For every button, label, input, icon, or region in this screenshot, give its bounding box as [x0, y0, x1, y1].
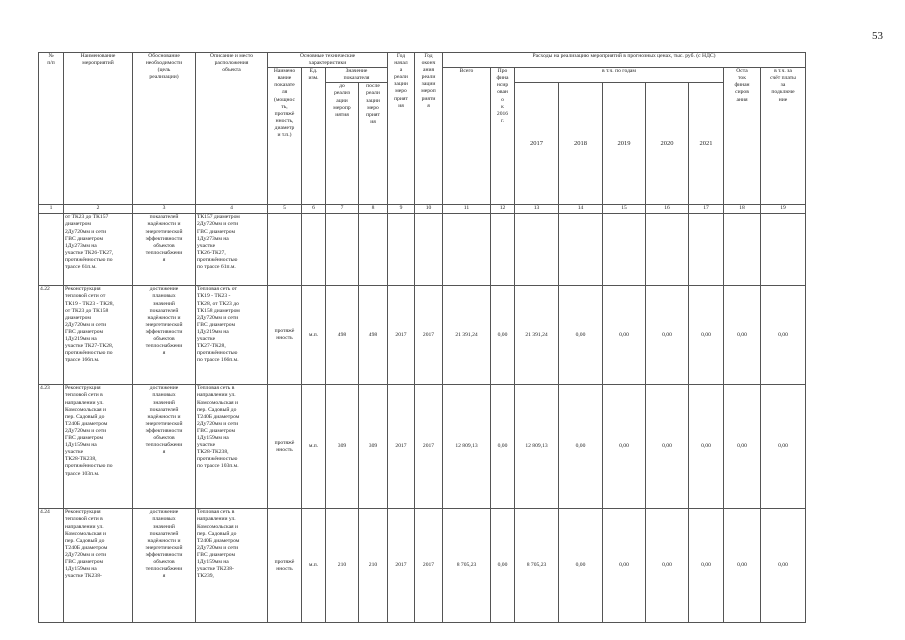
cost-2021: 0,00: [689, 286, 724, 385]
value-after: 498: [359, 286, 388, 385]
cost-2018: [559, 214, 603, 286]
indicator-name: протяжё нность: [268, 385, 302, 509]
cost-including: [761, 214, 806, 286]
header-tech-unit: Ед. изм.: [302, 68, 326, 205]
header-financed: Про фина нсир ован о к 2016 г.: [491, 68, 515, 205]
indicator-name: [268, 214, 302, 286]
cost-financed: [491, 214, 515, 286]
table-row: [39, 286, 806, 385]
year-start: 2017: [388, 509, 415, 623]
measure-reason: показателей надёжности и энергетической эффективности объектов теплоснабжени я: [133, 214, 196, 286]
cost-financed: 0,00: [491, 385, 515, 509]
header-total: Всего: [443, 68, 491, 205]
header-num: № п/п: [39, 53, 64, 205]
cost-2020: 0,00: [646, 286, 689, 385]
column-numbers-row: [39, 205, 806, 214]
value-before: 210: [326, 509, 359, 623]
measure-name: Реконструкция тепловой сети в направлении ул. Комсомольская и пер. Садовый до Т240Б диаметром 2Ду720мм и сети ГВС диаметром 1Ду159мм на участке ТК28-ТК238, протяжённостью по трассе 103п.м.: [64, 385, 133, 509]
column-number: 2: [64, 205, 133, 214]
cost-remaining: 0,00: [724, 509, 761, 623]
header-year-start: Год начал а реали зации меро прият ия: [388, 53, 415, 205]
header-costs-group: Расходы на реализацию мероприятий в прогнозных ценах, тыс. руб. (с НДС): [443, 53, 806, 68]
row-number: 4.22: [39, 286, 64, 385]
header-year-end: Год оконч ания реали зации мероп рияти я: [415, 53, 443, 205]
value-after: 309: [359, 385, 388, 509]
header-desc: Описание и место расположения объекта: [196, 53, 268, 205]
header-year-2019: 2019: [603, 83, 646, 205]
cost-2018: 0,00: [559, 509, 603, 623]
indicator-unit: [302, 214, 326, 286]
column-number: 1: [39, 205, 64, 214]
column-number: 17: [689, 205, 724, 214]
indicator-unit: м.п.: [302, 286, 326, 385]
header-year-2017: 2017: [515, 83, 559, 205]
cost-including: 0,00: [761, 385, 806, 509]
cost-2020: [646, 214, 689, 286]
measure-name: от ТК23 до ТК157 диаметром 2Ду720мм и сети ГВС диаметром 1Ду273мм на участке ТК26-ТК27, протяжённостью по трассе 61п.м.: [64, 214, 133, 286]
object-description: Тепловая сеть в направлении ул. Комсомольская и пер. Садовый до Т240Б диаметром 2Ду720мм и сети ГВС диаметром 1Ду159мм на участке ТК238- ТК239,: [196, 509, 268, 623]
year-start: [388, 214, 415, 286]
cost-2017: 21 391,24: [515, 286, 559, 385]
header-tech-group: Основные технические характеристики: [268, 53, 388, 68]
header-tech-after: после реали зации меро прият ия: [359, 83, 388, 205]
value-before: 309: [326, 385, 359, 509]
cost-2021: [689, 214, 724, 286]
value-after: [359, 214, 388, 286]
cost-2021: 0,00: [689, 385, 724, 509]
row-number: 4.23: [39, 385, 64, 509]
column-number: 10: [415, 205, 443, 214]
header-year-2021: 2021: [689, 83, 724, 205]
year-end: 2017: [415, 286, 443, 385]
column-number: 6: [302, 205, 326, 214]
year-end: 2017: [415, 509, 443, 623]
cost-2020: 0,00: [646, 385, 689, 509]
cost-including: 0,00: [761, 509, 806, 623]
column-number: 13: [515, 205, 559, 214]
column-number: 11: [443, 205, 491, 214]
year-end: 2017: [415, 385, 443, 509]
cost-financed: 0,00: [491, 286, 515, 385]
cost-2017: 12 809,13: [515, 385, 559, 509]
cost-remaining: 0,00: [724, 385, 761, 509]
value-after: 210: [359, 509, 388, 623]
cost-2020: 0,00: [646, 509, 689, 623]
column-number: 18: [724, 205, 761, 214]
cost-2017: [515, 214, 559, 286]
header-name: Наименование мероприятий: [64, 53, 133, 205]
cost-financed: 0,00: [491, 509, 515, 623]
column-number: 16: [646, 205, 689, 214]
cost-including: 0,00: [761, 286, 806, 385]
column-number: 7: [326, 205, 359, 214]
cost-2019: 0,00: [603, 286, 646, 385]
indicator-name: протяжё нность: [268, 509, 302, 623]
header-tech-value: Значение показателя: [326, 68, 388, 83]
header-reason: Обоснование необходимости (цель реализации): [133, 53, 196, 205]
cost-total: [443, 214, 491, 286]
table-row: [39, 385, 806, 509]
object-description: Тепловая сеть от ТК19 - ТК23 - ТК28, от ТК23 до ТК158 диаметром 2Ду720мм и сети ГВС диаметром 1Ду219мм на участке ТК27-ТК28, протяжённостью по трассе 166п.м.: [196, 286, 268, 385]
indicator-unit: м.п.: [302, 509, 326, 623]
cost-total: 8 705,23: [443, 509, 491, 623]
row-number: 4.24: [39, 509, 64, 623]
cost-remaining: [724, 214, 761, 286]
value-before: 498: [326, 286, 359, 385]
header-including: в т.ч. за счёт платы за подключе ние: [761, 68, 806, 205]
indicator-name: протяжё нность: [268, 286, 302, 385]
header-tech-before: до реализ ации меропр иятия: [326, 83, 359, 205]
page-number: 53: [872, 30, 883, 42]
object-description: ТК157 диаметром 2Ду720мм и сети ГВС диаметром 1Ду273мм на участке ТК26-ТК27, протяжённостью по трассе 61п.м.: [196, 214, 268, 286]
column-number: 8: [359, 205, 388, 214]
header-year-2018: 2018: [559, 83, 603, 205]
cost-2019: 0,00: [603, 385, 646, 509]
column-number: 3: [133, 205, 196, 214]
column-number: 12: [491, 205, 515, 214]
cost-remaining: 0,00: [724, 286, 761, 385]
year-end: [415, 214, 443, 286]
column-number: 14: [559, 205, 603, 214]
header-by-years: в т.ч. по годам: [515, 68, 724, 83]
column-number: 9: [388, 205, 415, 214]
cost-total: 21 391,24: [443, 286, 491, 385]
measure-reason: достижение плановых значений показателей надёжности и энергетической эффективности объектов теплоснабжени я: [133, 385, 196, 509]
header-tech-name: Наимено вание показате ля (мощнос ть, протяжё нность, диаметр и т.п.): [268, 68, 302, 205]
measures-table: [38, 52, 806, 623]
cost-total: 12 809,13: [443, 385, 491, 509]
cost-2018: 0,00: [559, 286, 603, 385]
cost-2018: 0,00: [559, 385, 603, 509]
cost-2021: 0,00: [689, 509, 724, 623]
column-number: 19: [761, 205, 806, 214]
table-row: [39, 509, 806, 623]
row-number: [39, 214, 64, 286]
column-number: 5: [268, 205, 302, 214]
year-start: 2017: [388, 385, 415, 509]
year-start: 2017: [388, 286, 415, 385]
measure-reason: достижение плановых значений показателей надёжности и энергетической эффективности объектов теплоснабжени я: [133, 286, 196, 385]
measure-name: Реконструкция тепловой сети в направлении ул. Комсомольская и пер. Садовый до Т240Б диаметром 2Ду720мм и сети ГВС диаметром 1Ду159мм на участке ТК238-: [64, 509, 133, 623]
column-number: 4: [196, 205, 268, 214]
column-number: 15: [603, 205, 646, 214]
cost-2019: [603, 214, 646, 286]
table-row: [39, 214, 806, 286]
header-year-2020: 2020: [646, 83, 689, 205]
cost-2019: 0,00: [603, 509, 646, 623]
header-remaining: Оста ток финан сиров ания: [724, 68, 761, 205]
measure-name: Реконструкция тепловой сети от ТК19 - ТК23 - ТК28, от ТК23 до ТК158 диаметром 2Ду720мм и сети ГВС диаметром 1Ду219мм на участке ТК27-ТК28, протяжённостью по трассе 166п.м.: [64, 286, 133, 385]
cost-2017: 8 705,23: [515, 509, 559, 623]
indicator-unit: м.п.: [302, 385, 326, 509]
value-before: [326, 214, 359, 286]
object-description: Тепловая сеть в направлении ул. Комсомольская и пер. Садовый до Т240Б диаметром 2Ду720мм и сети ГВС диаметром 1Ду159мм на участке ТК28-ТК238, протяжённостью по трассе 103п.м.: [196, 385, 268, 509]
measure-reason: достижение плановых значений показателей надёжности и энергетической эффективности объектов теплоснабжени я: [133, 509, 196, 623]
